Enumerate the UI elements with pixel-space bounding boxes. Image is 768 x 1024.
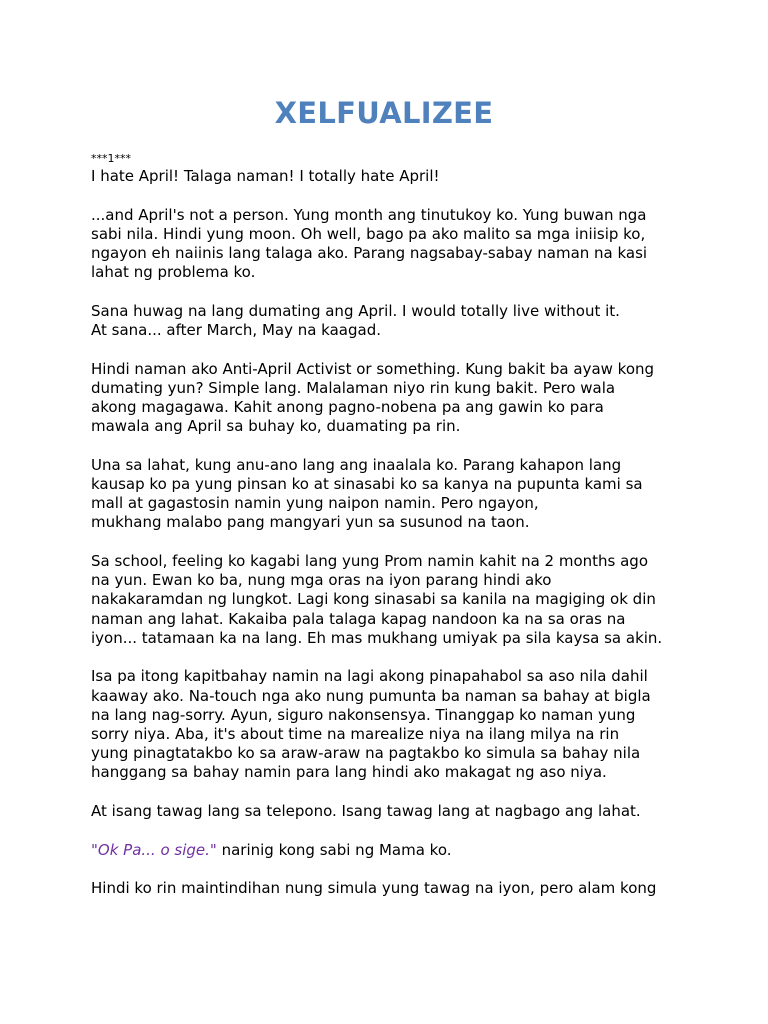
text-line: yung pinagtatakbo ko sa araw-araw na pagtakbo ko simula sa bahay nila — [91, 744, 641, 763]
text-line: kausap ko pa yung pinsan ko at sinasabi ko sa kanya na pupunta kami sa — [91, 475, 643, 493]
text-line: na yun. Ewan ko ba, nung mga oras na iyon parang hindi ako — [91, 571, 552, 590]
text-line: Hindi naman ako Anti-April Activist or something. Kung bakit ba ayaw kong — [91, 359, 655, 378]
paragraph — [91, 552, 691, 648]
text-line: sabi nila. Hindi yung moon. Oh well, bago pa ako malito sa mga iniisip ko, — [91, 224, 646, 243]
paragraph — [91, 360, 691, 437]
quote-line — [91, 841, 691, 860]
chapter-marker: ***1*** — [91, 152, 131, 165]
text-line: mall at gagastosin namin yung naipon namin. Pero ngayon, — [91, 494, 539, 513]
text-line: kaaway ako. Na-touch nga ako nung pumunta ba naman sa bahay at bigla — [91, 686, 651, 705]
document-body — [91, 150, 691, 918]
dialogue-text: "Ok Pa... o sige." — [91, 840, 217, 859]
text-line: lahat ng problema ko. — [91, 263, 256, 282]
text-line: Isa pa itong kapitbahay namin na lagi akong pinapahabol sa aso nila dahil — [91, 667, 648, 686]
text-line: dumating yun? Simple lang. Malalaman niyo rin kung bakit. Pero wala — [91, 378, 616, 397]
paragraph — [91, 206, 691, 283]
text-line: hanggang sa bahay namin para lang hindi ako makagat ng aso niya. — [91, 763, 607, 782]
text-line: nakakaramdan ng lungkot. Lagi kong sinasabi sa kanila na magiging ok din — [91, 590, 656, 609]
text-line: At sana... after March, May na kaagad. — [91, 321, 381, 339]
text-line: ngayon eh naiinis lang talaga ako. Parang nagsabay-sabay naman na kasi — [91, 244, 648, 262]
text-line: Sana huwag na lang dumating ang April. I would totally live without it. — [91, 301, 620, 320]
text-line: I hate April! Talaga naman! I totally hate April! — [91, 167, 440, 185]
text-line: mukhang malabo pang mangyari yun sa susunod na taon. — [91, 513, 530, 532]
narration-text: narinig kong sabi ng Mama ko. — [216, 840, 452, 859]
paragraph — [91, 167, 691, 186]
text-line: Hindi ko rin maintindihan nung simula yung tawag na iyon, pero alam kong — [91, 879, 657, 898]
text-line: na lang nag-sorry. Ayun, siguro nakonsensya. Tinanggap ko naman yung — [91, 705, 636, 724]
text-line: iyon... tatamaan ka na lang. Eh mas mukhang umiyak pa sila kaysa sa akin. — [91, 628, 663, 647]
text-line: Sa school, feeling ko kagabi lang yung Prom namin kahit na 2 months ago — [91, 552, 648, 570]
text-line: sorry niya. Aba, it's about time na marealize niya na ilang milya na rin — [91, 725, 620, 744]
paragraph — [91, 802, 691, 821]
text-line: naman ang lahat. Kakaiba pala talaga kapag nandoon ka na sa oras na — [91, 609, 626, 628]
text-line: Una sa lahat, kung anu-ano lang ang inaalala ko. Parang kahapon lang — [91, 455, 622, 474]
paragraph — [91, 667, 691, 782]
text-line: At isang tawag lang sa telepono. Isang tawag lang at nagbago ang lahat. — [91, 802, 641, 821]
paragraph — [91, 879, 691, 898]
text-line: ...and April's not a person. Yung month ang tinutukoy ko. Yung buwan nga — [91, 205, 647, 224]
paragraph — [91, 456, 691, 533]
quote-paragraph — [91, 841, 691, 860]
paragraph — [91, 302, 691, 340]
text-line: mawala ang April sa buhay ko, duamating pa rin. — [91, 417, 461, 436]
text-line: akong magagawa. Kahit anong pagno-nobena pa ang gawin ko para — [91, 398, 604, 416]
document-title: XELFUALIZEE — [274, 96, 494, 130]
